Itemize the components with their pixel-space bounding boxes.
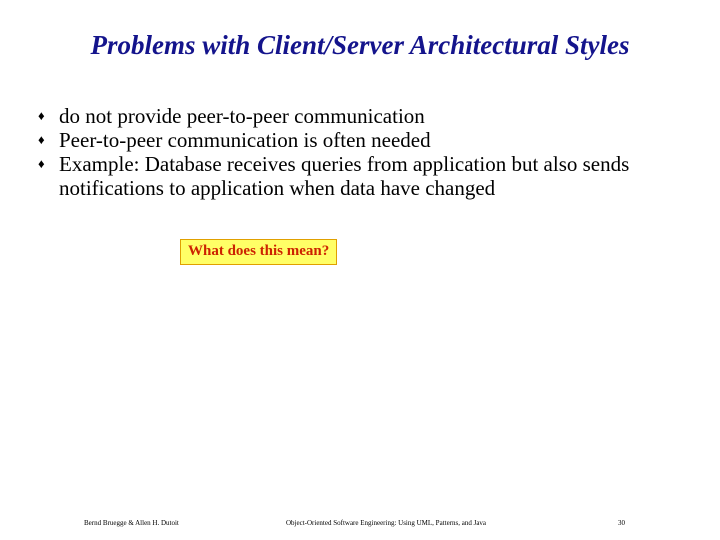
diamond-bullet-icon: ♦ <box>38 132 45 147</box>
footer-authors: Bernd Bruegge & Allen H. Dutoit <box>84 519 179 527</box>
callout-box: What does this mean? <box>180 239 337 265</box>
page-number: 30 <box>618 519 625 527</box>
bullet-item <box>38 104 678 128</box>
bullet-item <box>38 128 678 152</box>
bullet-text: Example: Database receives queries from application but also sends notifications to application when data have changed <box>59 152 630 200</box>
bullet-item <box>38 152 678 200</box>
bullet-text: do not provide peer-to-peer communication <box>59 104 425 128</box>
diamond-bullet-icon: ♦ <box>38 108 45 123</box>
slide-title: Problems with Client/Server Architectural Styles <box>90 30 630 60</box>
diamond-bullet-icon: ♦ <box>38 156 45 171</box>
bullet-text: Peer-to-peer communication is often needed <box>59 128 431 152</box>
bullet-list <box>38 104 678 200</box>
footer-book-title: Object-Oriented Software Engineering: Using UML, Patterns, and Java <box>286 519 487 527</box>
